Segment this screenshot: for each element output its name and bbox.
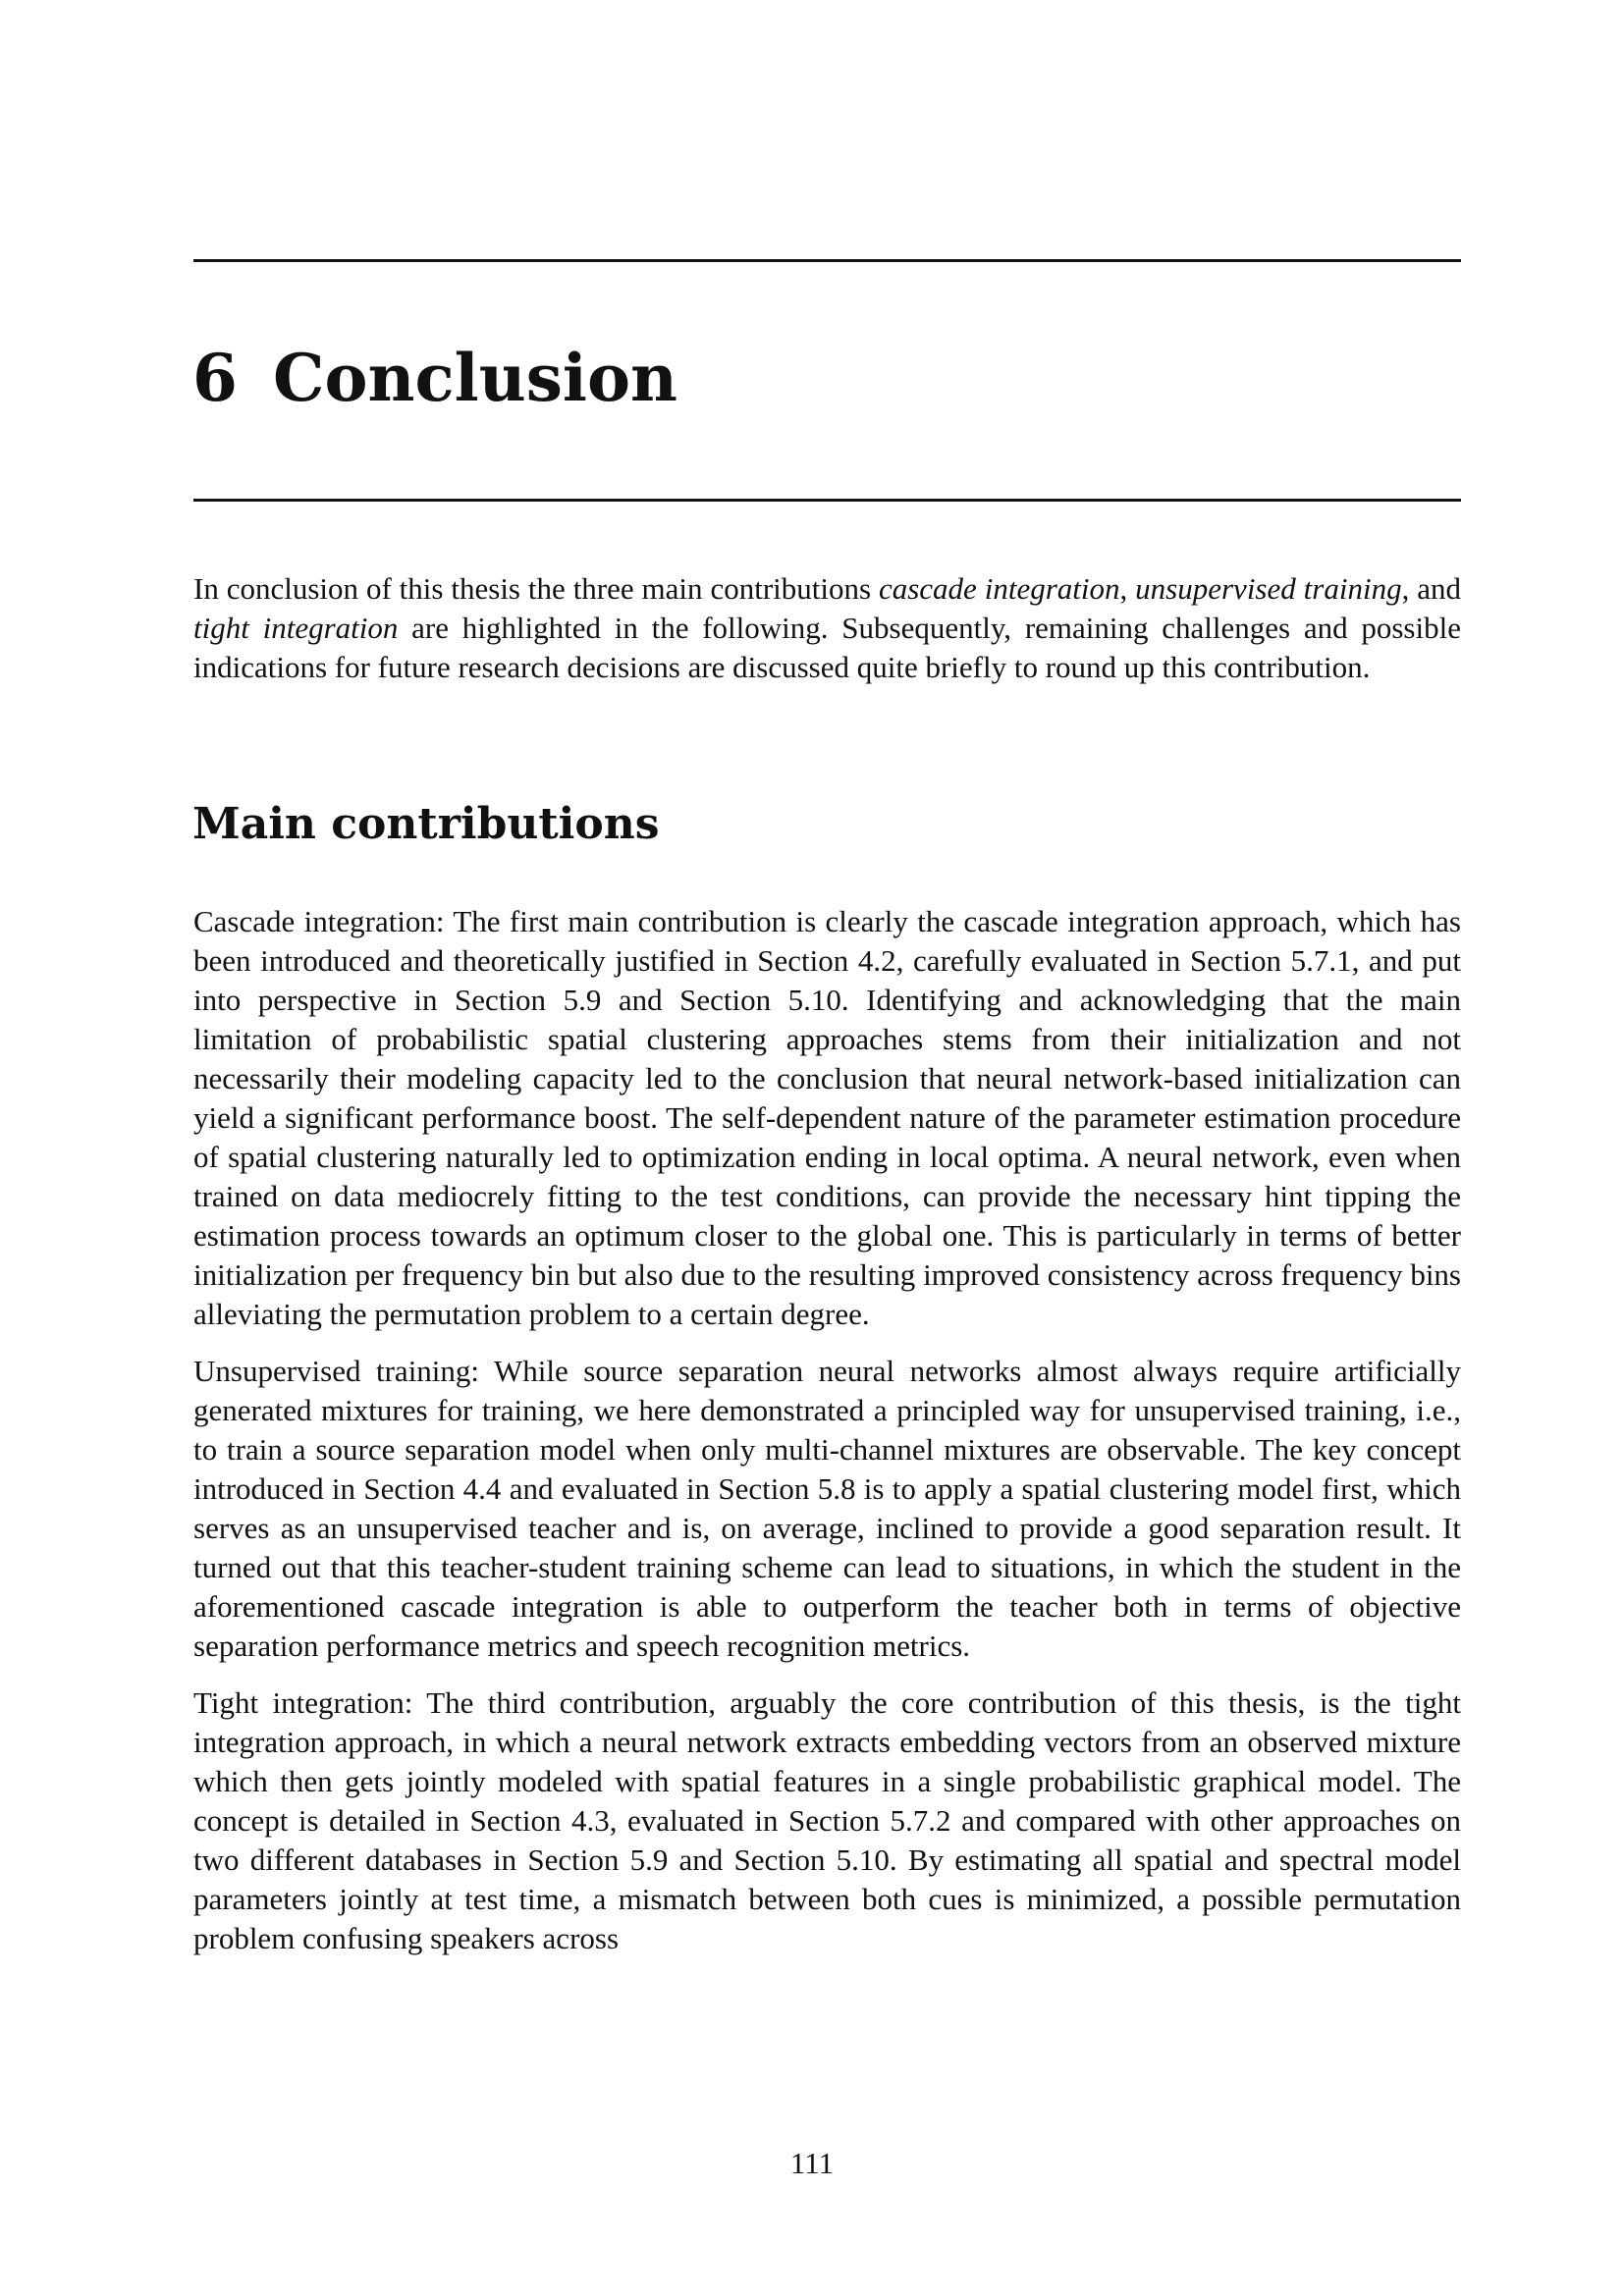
top-rule [193, 259, 1461, 262]
intro-text: are highlighted in the following. Subsequently, remaining challenges and possible indications for future research decisions are discussed quite briefly to round up this contribution. [193, 611, 1461, 684]
chapter-number: 6 [192, 340, 238, 416]
intro-emphasis: unsupervised training [1135, 571, 1402, 606]
contributions-block [193, 902, 1461, 1976]
bottom-rule [193, 499, 1461, 502]
page-number: 111 [789, 2146, 835, 2180]
intro-block [193, 569, 1461, 705]
paragraph-unsupervised-training: Unsupervised training: While source separation neural networks almost always require artificially generated mixtures for training, we here demonstrated a principled way for unsupervised training, i.e., to train a source separation model when only multi-channel mixtures are observable. The key concept introduced in Section 4.4 and evaluated in Section 5.8 is to apply a spatial clustering model first, which serves as an unsupervised teacher and is, on average, inclined to provide a good separation result. It turned out that this teacher-student training scheme can lead to situations, in which the student in the aforementioned cascade integration is able to outperform the teacher both in terms of objective separation performance metrics and speech recognition metrics. [193, 1354, 1461, 1663]
section-title: Main contributions [192, 799, 660, 849]
intro-text: , and [1401, 571, 1461, 606]
intro-text: In conclusion of this thesis the three main contributions [193, 571, 879, 606]
intro-paragraph [193, 569, 1461, 687]
paragraph-cascade-integration: Cascade integration: The first main contribution is clearly the cascade integration approach, which has been introduced and theoretically justified in Section 4.2, carefully evaluated in Section 5.7.1, and put into perspective in Section 5.9 and Section 5.10. Identifying and acknowledging that the main limitation of probabilistic spatial clustering approaches stems from their initialization and not necessarily their modeling capacity led to the conclusion that neural network-based initialization can yield a significant performance boost. The self-dependent nature of the parameter estimation procedure of spatial clustering naturally led to optimization ending in local optima. A neural network, even when trained on data mediocrely fitting to the test conditions, can provide the necessary hint tipping the estimation process towards an optimum closer to the global one. This is particularly in terms of better initialization per frequency bin but also due to the resulting improved consistency across frequency bins alleviating the permutation problem to a certain degree. [193, 904, 1461, 1331]
chapter-title [192, 339, 677, 417]
chapter-title-text: Conclusion [272, 340, 677, 416]
intro-emphasis: tight integration [193, 611, 399, 645]
intro-text: , [1119, 571, 1136, 606]
intro-emphasis: cascade integration [878, 571, 1120, 606]
paragraph-tight-integration: Tight integration: The third contribution, arguably the core contribution of this thesis, is the tight integration approach, in which a neural network extracts embedding vectors from an observed mixture which then gets jointly modeled with spatial features in a single probabilistic graphical model. The concept is detailed in Section 4.3, evaluated in Section 5.7.2 and compared with other approaches on two different databases in Section 5.9 and Section 5.10. By estimating all spatial and spectral model parameters jointly at test time, a mismatch between both cues is minimized, a possible permutation problem confusing speakers across [193, 1685, 1461, 1955]
